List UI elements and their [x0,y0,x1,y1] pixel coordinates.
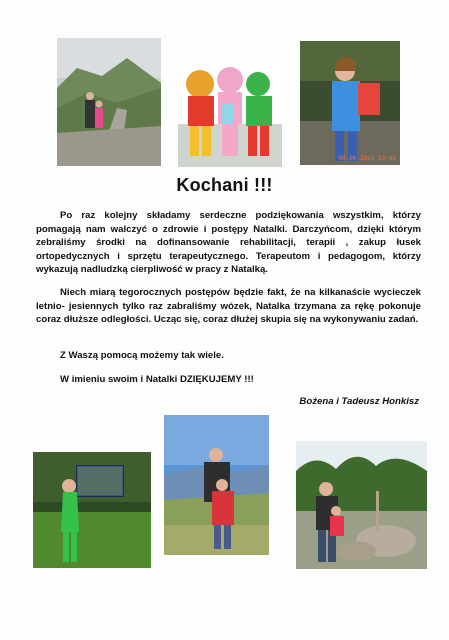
line-thanks: W imieniu swoim i Natalki DZIĘKUJEMY !!! [60,374,254,385]
paragraph-thanks-text: Po raz kolejny składamy serdeczne podziękowania wszystkim, którzy pomagają nam walczyć o zdrowie i postępy Natalki. Darczyńcom, dzięki którym zebraliśmy środki na dofinansowanie rehabilitacji, terapii , zakup łusek ortopedycznych i sprzętu terapeutycznego. Terapeutom i pedagogom, którzy wykazują nadludzką cierpliwość w pracy z Natalką. [36,210,421,276]
letter-title: Kochani !!! [176,175,273,195]
photo-mascots [178,64,282,167]
photo-park-rocks [296,441,427,569]
signature: Bożena i Tadeusz Honkisz [299,396,419,407]
photo-girl-backpack [300,41,400,165]
photo-girl-trampoline [33,452,151,568]
paragraph-progress [36,286,421,327]
photo-family-panorama [164,415,269,555]
photo-date-stamp: 08.08.2014 13:00 [338,155,396,162]
paragraph-progress-text: Niech miarą tegorocznych postępów będzie fakt, że na kilkanaście wycieczek letnio- jesiennych tylko raz zabraliśmy wózek, Natalka trzymana za rękę pokonuje coraz dłuższe odległości. Ucząc się, coraz dłużej skupia się na wykonywaniu zadań. [36,287,421,326]
line-together: Z Waszą pomocą możemy tak wiele. [60,350,224,361]
paragraph-thanks [36,209,421,277]
photo-mountain-trail [57,38,161,166]
